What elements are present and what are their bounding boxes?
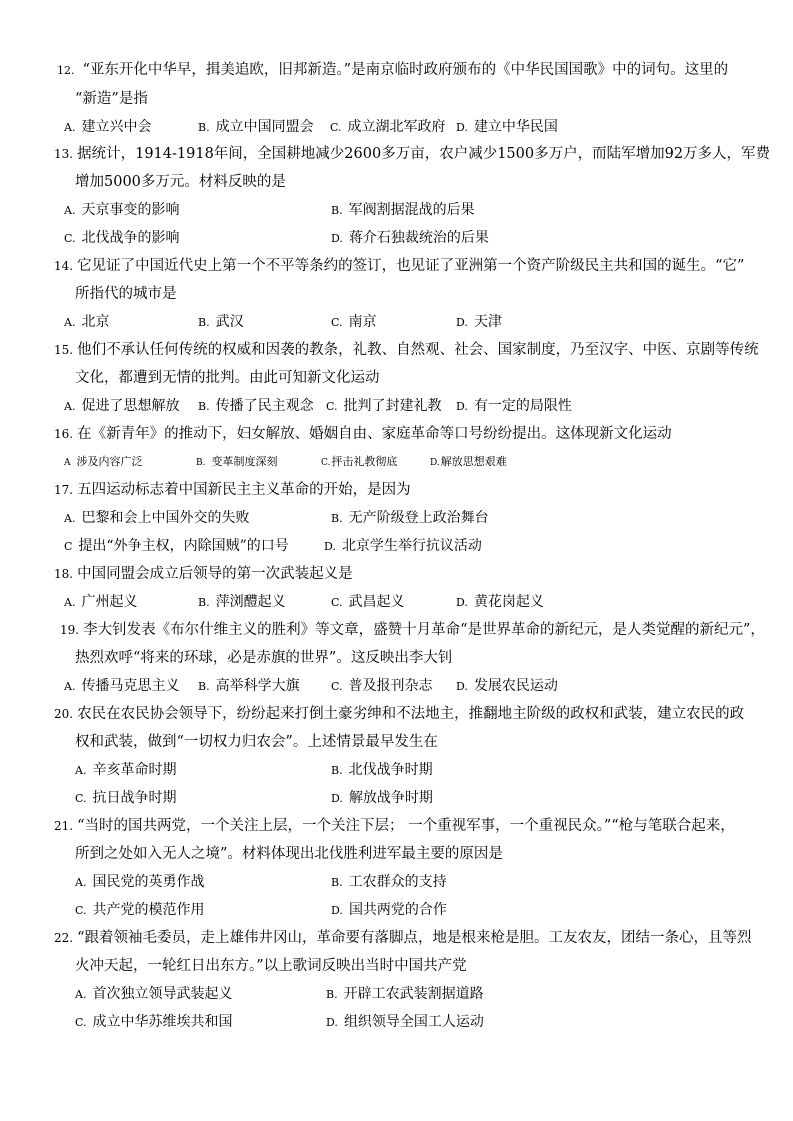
options — [0, 980, 793, 1008]
option-b[interactable]: B. 成立中国同盟会 — [198, 119, 314, 135]
question-13 — [0, 140, 793, 252]
option-a[interactable]: A. 首次独立领导武装起义 — [75, 986, 233, 1002]
question-18 — [0, 560, 793, 616]
question-16 — [0, 420, 793, 476]
option-c[interactable]: C. 批判了封建礼教 — [326, 398, 442, 414]
option-d[interactable]: D. 建立中华民国 — [456, 119, 558, 135]
option-b[interactable]: B. 高举科学大旗 — [198, 678, 300, 694]
question-text: “跟着领袖毛委员，走上雄伟井冈山，革命要有落脚点，地是根来枪是胆。工友农友，团结一条心，且等烈 — [77, 930, 752, 946]
options — [0, 868, 793, 896]
option-c[interactable]: C. 普及报刊杂志 — [331, 678, 433, 694]
question-14 — [0, 252, 793, 336]
option-b[interactable]: B. 无产阶级登上政治舞台 — [331, 510, 489, 526]
option-d[interactable]: D. 北京学生举行抗议活动 — [324, 538, 482, 554]
option-c[interactable]: C. 南京 — [331, 314, 377, 330]
option-d[interactable]: D. 天津 — [456, 314, 502, 330]
question-number: 21. — [54, 819, 74, 833]
option-b[interactable]: B. 传播了民主观念 — [198, 398, 314, 414]
option-a[interactable]: A. 促进了思想解放 — [64, 398, 180, 414]
option-c[interactable]: C. 武昌起义 — [331, 594, 405, 610]
option-d[interactable]: D. 国共两党的合作 — [331, 902, 447, 918]
option-b[interactable]: B. 开辟工农武装割据道路 — [326, 986, 484, 1002]
option-b[interactable]: B. 武汉 — [198, 314, 244, 330]
question-number: 14. — [54, 259, 74, 273]
question-19 — [0, 616, 793, 700]
options — [0, 1008, 793, 1036]
question-21 — [0, 812, 793, 924]
option-c[interactable]: C. 抗日战争时期 — [75, 790, 177, 806]
question-text: 李大钊发表《布尔什维主义的胜利》等文章，盛赞十月革命“是世界革命的新纪元，是人类觉醒的新纪元”， — [83, 622, 765, 638]
option-a[interactable]: A. 传播马克思主义 — [64, 678, 180, 694]
question-text: “亚东开化中华早，揖美追欧，旧邦新造。”是南京临时政府颁布的《中华民国国歌》中的词句。这里的 — [82, 62, 729, 78]
option-d[interactable]: D. 组织领导全国工人运动 — [326, 1014, 484, 1030]
options — [0, 196, 793, 224]
question-text-cont: 所到之处如入无人之境”。材料体现出北伐胜利进军最主要的原因是 — [75, 846, 503, 862]
option-a[interactable]: A. 辛亥革命时期 — [75, 762, 177, 778]
question-number: 17. — [54, 483, 74, 497]
question-number: 13. — [54, 147, 74, 161]
option-c[interactable]: C.抨击礼教彻底 — [321, 455, 398, 468]
question-text-cont: 所指代的城市是 — [75, 286, 177, 302]
question-text: 它见证了中国近代史上第一个不平等条约的签订，也见证了亚洲第一个资产阶级民主共和国的诞生。“它” — [77, 258, 745, 274]
option-c[interactable]: C. 成立中华苏维埃共和国 — [75, 1014, 233, 1030]
question-number: 18. — [54, 567, 74, 581]
question-number: 20. — [54, 707, 74, 721]
options — [0, 588, 793, 616]
question-text: 中国同盟会成立后领导的第一次武装起义是 — [77, 566, 353, 582]
options — [0, 448, 793, 476]
option-c[interactable]: C 提出“外争主权，内除国贼”的口号 — [64, 538, 289, 554]
options — [0, 896, 793, 924]
question-17 — [0, 476, 793, 560]
question-text-cont: 权和武装，做到“一切权力归农会”。上述情景最早发生在 — [75, 734, 438, 750]
options — [0, 672, 793, 700]
question-text-cont: 热烈欢呼“将来的环球，必是赤旗的世界”。这反映出李大钊 — [75, 650, 453, 666]
option-a[interactable]: A. 国民党的英勇作战 — [75, 874, 205, 890]
question-text: 他们不承认任何传统的权威和因袭的教条，礼教、自然观、社会、国家制度，乃至汉字、中医、京剧等传统 — [77, 342, 759, 358]
option-a[interactable]: A. 巴黎和会上中国外交的失败 — [64, 510, 250, 526]
question-text: 据统计，1914-1918年间，全国耕地减少2600多万亩，农户减少1500多万户，而陆军增加92万多人，军费 — [77, 146, 771, 162]
option-c[interactable]: C. 成立湖北军政府 — [330, 119, 446, 135]
option-b[interactable]: B. 军阀割据混战的后果 — [331, 202, 475, 218]
question-number: 16. — [54, 427, 74, 441]
option-b[interactable]: B. 变革制度深刻 — [196, 455, 278, 468]
option-a[interactable]: A. 广州起义 — [64, 594, 138, 610]
question-text: 农民在农民协会领导下，纷纷起来打倒土豪劣绅和不法地主，推翻地主阶级的政权和武装，建立农民的政 — [77, 706, 745, 722]
option-a[interactable]: A. 天京事变的影响 — [64, 202, 180, 218]
question-number: 12. — [57, 64, 75, 77]
options — [0, 224, 793, 252]
options — [0, 532, 793, 560]
question-text-cont: 文化，都遭到无情的批判。由此可知新文化运动 — [75, 370, 380, 386]
question-number: 15. — [54, 343, 74, 357]
question-text-cont: 火冲天起，一轮红日出东方。”以上歌词反映出当时中国共产党 — [75, 958, 467, 974]
option-c[interactable]: C. 北伐战争的影响 — [64, 230, 180, 246]
option-d[interactable]: D. 蒋介石独裁统治的后果 — [331, 230, 489, 246]
option-d[interactable]: D.解放思想艰难 — [430, 455, 507, 468]
question-text: “当时的国共两党，一个关注上层，一个关注下层； 一个重视军事，一个重视民众。”“枪与笔联合起来， — [77, 818, 735, 834]
options — [0, 392, 793, 420]
question-text: 五四运动标志着中国新民主主义革命的开始，是因为 — [77, 482, 411, 498]
options — [0, 113, 793, 141]
options — [0, 504, 793, 532]
question-number: 22. — [54, 931, 74, 945]
option-b[interactable]: B. 北伐战争时期 — [331, 762, 433, 778]
question-20 — [0, 700, 793, 812]
options — [0, 784, 793, 812]
question-text: 在《新青年》的推动下，妇女解放、婚姻自由、家庭革命等口号纷纷提出。这体现新文化运动 — [77, 426, 672, 442]
question-22 — [0, 924, 793, 1036]
option-c[interactable]: C. 共产党的模范作用 — [75, 902, 205, 918]
option-d[interactable]: D. 黄花岗起义 — [456, 594, 544, 610]
question-12 — [0, 56, 793, 141]
options — [0, 756, 793, 784]
option-b[interactable]: B. 工农群众的支持 — [331, 874, 447, 890]
option-d[interactable]: D. 解放战争时期 — [331, 790, 433, 806]
option-d[interactable]: D. 发展农民运动 — [456, 678, 558, 694]
option-d[interactable]: D. 有一定的局限性 — [456, 398, 572, 414]
option-a[interactable]: A. 北京 — [64, 314, 110, 330]
question-text-cont: 增加5000多万元。材料反映的是 — [75, 174, 286, 190]
question-text-cont: “新造”是指 — [75, 91, 148, 107]
question-15 — [0, 336, 793, 420]
question-number: 19. — [60, 623, 80, 637]
option-a[interactable]: A. 建立兴中会 — [64, 119, 152, 135]
options — [0, 308, 793, 336]
option-a[interactable]: A 涉及内容广泛 — [64, 455, 143, 468]
option-b[interactable]: B. 萍浏醴起义 — [198, 594, 286, 610]
